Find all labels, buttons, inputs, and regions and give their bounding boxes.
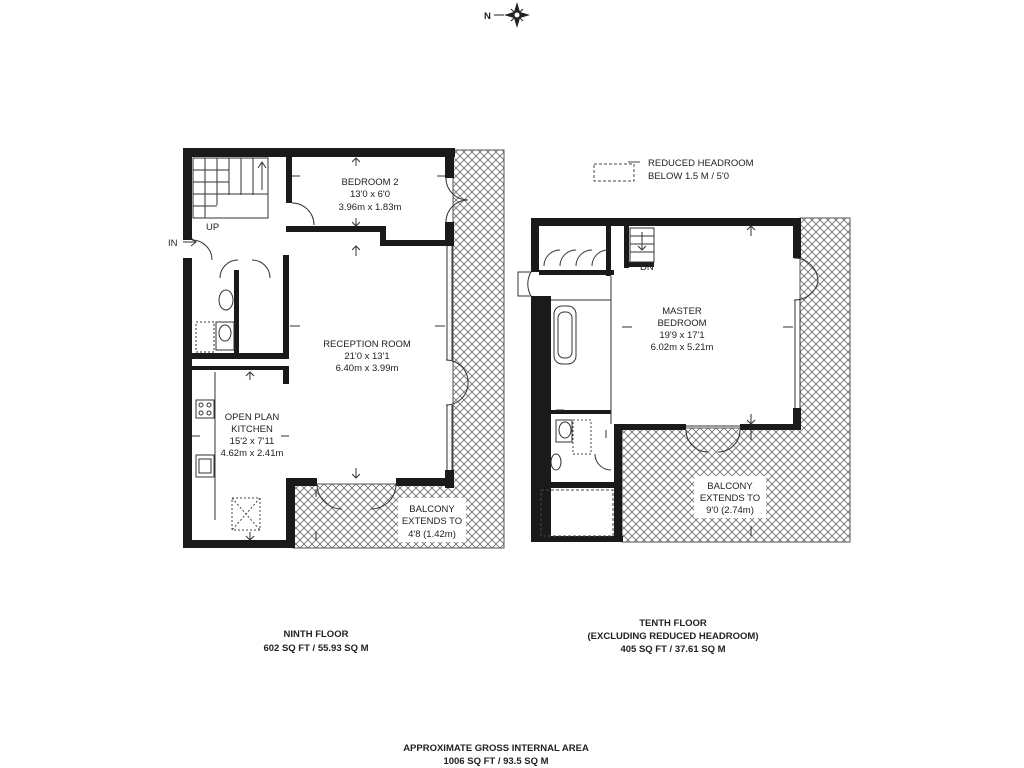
svg-text:MASTER: MASTER	[662, 306, 702, 317]
reception-room-label	[323, 339, 411, 374]
tenth-stairs-label: DN	[640, 262, 654, 273]
ninth-stairs	[193, 158, 268, 233]
reduced-headroom-swatch	[594, 164, 634, 181]
legend-line1: REDUCED HEADROOM	[648, 158, 754, 169]
svg-text:BEDROOM: BEDROOM	[657, 318, 707, 329]
ninth-bathroom-fixtures	[196, 290, 234, 352]
svg-text:EXTENDS TO: EXTENDS TO	[401, 516, 463, 527]
tenth-floor-caption	[588, 618, 759, 655]
svg-text:RECEPTION ROOM: RECEPTION ROOM	[323, 339, 411, 350]
north-label: N	[484, 11, 491, 22]
svg-text:602 SQ FT / 55.93 SQ M: 602 SQ FT / 55.93 SQ M	[263, 643, 369, 654]
bedroom2-label	[339, 177, 402, 213]
kitchen-label	[221, 412, 284, 459]
svg-text:6.40m x 3.99m: 6.40m x 3.99m	[335, 363, 399, 374]
svg-text:(EXCLUDING REDUCED HEADROOM): (EXCLUDING REDUCED HEADROOM)	[587, 631, 759, 642]
gross-area-caption	[403, 743, 589, 767]
svg-text:1006 SQ FT / 93.5 SQ M: 1006 SQ FT / 93.5 SQ M	[443, 756, 549, 767]
svg-text:OPEN PLAN: OPEN PLAN	[224, 412, 280, 423]
svg-text:19'9 x 17'1: 19'9 x 17'1	[659, 330, 705, 341]
svg-text:6.02m x 5.21m: 6.02m x 5.21m	[650, 342, 714, 353]
entrance-marker	[168, 238, 212, 260]
master-bedroom-label	[651, 306, 714, 353]
svg-text:4'8 (1.42m): 4'8 (1.42m)	[408, 529, 456, 540]
svg-text:NINTH FLOOR: NINTH FLOOR	[283, 629, 349, 640]
svg-text:405 SQ FT / 37.61 SQ M: 405 SQ FT / 37.61 SQ M	[620, 644, 726, 655]
legend	[594, 158, 754, 182]
tenth-floor-plan	[518, 218, 850, 542]
entrance-label: IN	[168, 238, 178, 249]
ninth-floor-plan	[168, 148, 504, 548]
svg-text:KITCHEN: KITCHEN	[231, 424, 273, 435]
svg-text:APPROXIMATE GROSS INTERNAL ARE: APPROXIMATE GROSS INTERNAL AREA	[403, 743, 589, 754]
tenth-bathroom-fixtures	[541, 306, 613, 536]
svg-text:BEDROOM 2: BEDROOM 2	[341, 177, 399, 188]
ninth-balcony-label	[398, 498, 466, 542]
svg-text:3.96m x 1.83m: 3.96m x 1.83m	[338, 202, 402, 213]
svg-text:21'0 x 13'1: 21'0 x 13'1	[344, 351, 390, 362]
tenth-balcony-label	[694, 476, 766, 518]
ninth-floor-caption	[263, 629, 368, 654]
svg-text:15'2 x 7'11: 15'2 x 7'11	[229, 436, 275, 447]
svg-text:TENTH FLOOR: TENTH FLOOR	[639, 618, 707, 629]
svg-text:BALCONY: BALCONY	[707, 481, 753, 492]
legend-line2: BELOW 1.5 M / 5'0	[648, 171, 730, 182]
svg-text:4.62m x 2.41m: 4.62m x 2.41m	[220, 448, 284, 459]
svg-text:EXTENDS TO: EXTENDS TO	[699, 493, 761, 504]
svg-text:9'0 (2.74m): 9'0 (2.74m)	[706, 505, 754, 516]
compass-icon	[484, 2, 530, 28]
ninth-stairs-label: UP	[206, 222, 220, 233]
svg-text:13'0 x 6'0: 13'0 x 6'0	[349, 189, 391, 200]
svg-text:BALCONY: BALCONY	[409, 504, 455, 515]
